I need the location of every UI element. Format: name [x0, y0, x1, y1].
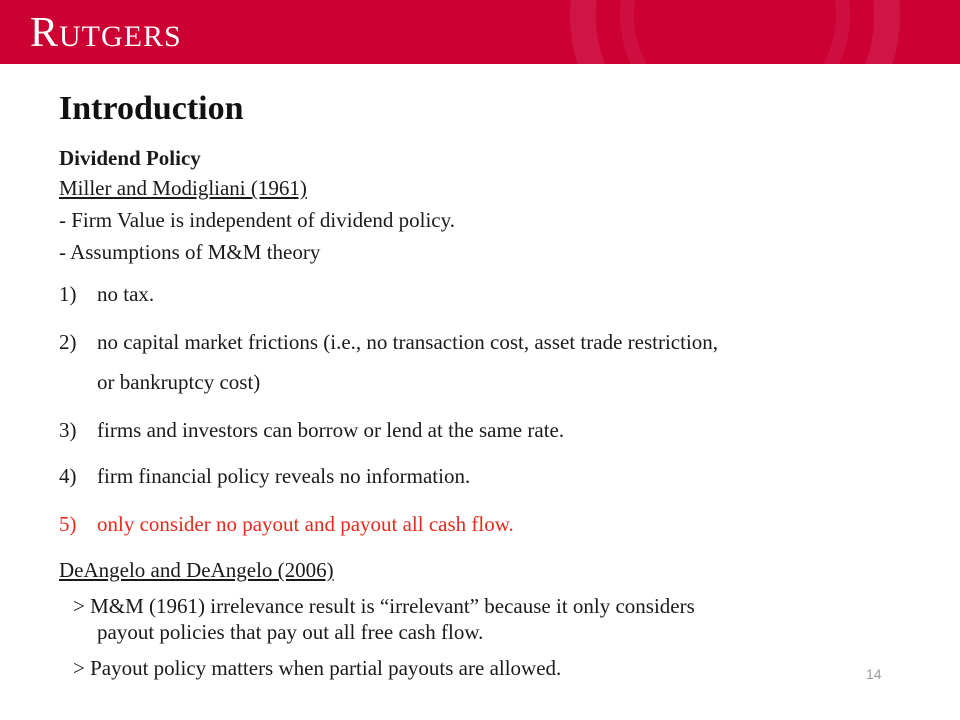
item-text-continuation: or bankruptcy cost) — [97, 370, 261, 394]
item-text: firm financial policy reveals no information. — [97, 464, 471, 488]
reference-mm: Miller and Modigliani (1961) — [59, 176, 307, 200]
item-text: no tax. — [97, 282, 155, 306]
rutgers-logo — [30, 9, 182, 57]
item-text: only consider no payout and payout all cash flow. — [97, 512, 514, 536]
seal-watermark-inner — [620, 0, 850, 64]
subtitle: Dividend Policy — [59, 146, 201, 170]
point-line-1: > M&M (1961) irrelevance result is “irrelevant” because it only considers — [73, 594, 695, 618]
item-number: 5) — [59, 512, 77, 536]
item-number: 3) — [59, 418, 77, 442]
logo-rest: UTGERS — [59, 20, 182, 53]
point-text: > Payout policy matters when partial payouts are allowed. — [73, 656, 562, 680]
item-number: 4) — [59, 464, 77, 488]
item-text: no capital market frictions (i.e., no transaction cost, asset trade restriction, — [97, 330, 719, 354]
item-number: 2) — [59, 330, 77, 354]
item-text: firms and investors can borrow or lend at the same rate. — [97, 418, 565, 442]
reference-deangelo: DeAngelo and DeAngelo (2006) — [59, 558, 334, 582]
header-banner — [0, 0, 960, 64]
point-line-2: payout policies that pay out all free cash flow. — [97, 620, 484, 644]
slide-title: Introduction — [59, 90, 244, 127]
bullet-assumptions: - Assumptions of M&M theory — [59, 240, 321, 264]
logo-first-letter: R — [30, 10, 60, 56]
item-number: 1) — [59, 282, 77, 306]
page-number: 14 — [866, 666, 882, 682]
bullet-firm-value: - Firm Value is independent of dividend policy. — [59, 208, 456, 232]
